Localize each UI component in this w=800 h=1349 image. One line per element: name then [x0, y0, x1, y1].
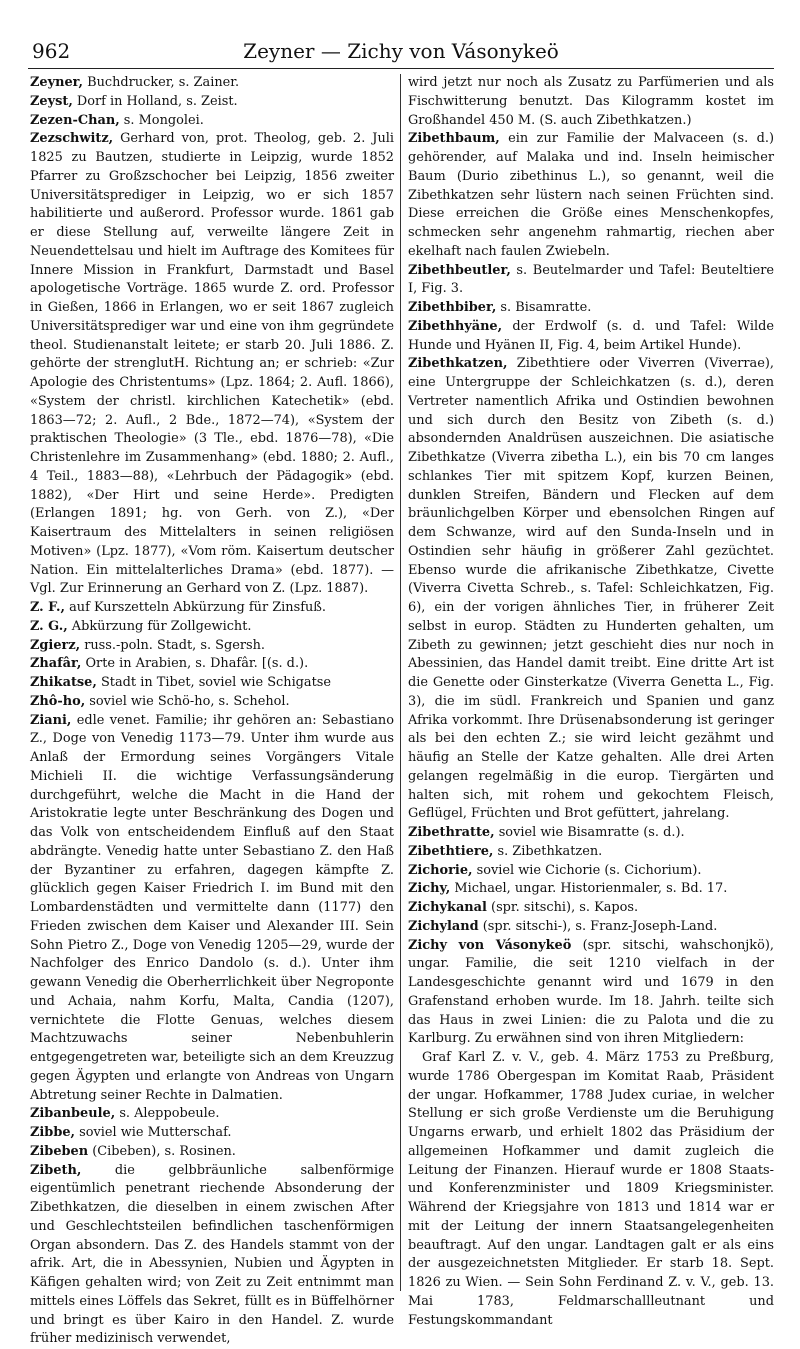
entry-text: Buchdrucker, s. Zainer.: [83, 75, 239, 90]
entry-headword: Z. F.,: [30, 600, 65, 615]
dictionary-entry: [408, 299, 774, 318]
entry-text: edle venet. Familie; ihr gehören an: Sebastiano Z., Doge von Venedig 1173—79. Unter ihm wurde aus Anlaß der Ermordung seines Vorgängers Vitale Michieli II. die wichtige Verfassungsänderung durchgeführt, welche die Macht in die Hand der Aristokratie legte unter Beschränkung des Dogen und das Volk von entscheidendem Einfluß auf den Staat abdrängte. Venedig hatte unter Sebastiano Z. den Haß der Byzantiner zu erfahren, dagegen kämpfte Z. glücklich gegen Kaiser Friedrich I. im Bund mit den Lombardenstädten und vermittelte dann (1177) den Frieden zwischen dem Kaiser und Alexander III. Sein Sohn Pietro Z., Doge von Venedig 1205—29, wurde der Nachfolger des Enrico Dandolo (s. d.). Unter ihm gewann Venedig die Oberherrlichkeit über Negroponte und Achaia, nahm Korfu, Malta, Candia (1207), vernichtete die Flotte Genuas, welches diesem Machtzuwachs seiner Nebenbuhlerin entgegengetreten war, beteiligte sich an dem Kreuzzug gegen Ägypten und erlangte von Andreas von Ungarn Abtretung seiner Rechte in Dalmatien.: [30, 713, 394, 1103]
dictionary-entry: [408, 130, 774, 261]
dictionary-entry: [408, 318, 774, 356]
entry-headword: Zichy von Vásonykeö: [408, 938, 571, 953]
entry-text: Stadt in Tibet, soviel wie Schigatse: [97, 675, 331, 690]
dictionary-entry: [30, 1124, 394, 1143]
dictionary-entry: [30, 693, 394, 712]
dictionary-entry: [30, 1162, 394, 1349]
dictionary-entry: [30, 674, 394, 693]
entry-headword: Zezschwitz,: [30, 131, 113, 146]
dictionary-entry: [30, 74, 394, 93]
entry-headword: Z. G.,: [30, 619, 68, 634]
dictionary-entry: [30, 637, 394, 656]
entry-headword: Zichyland: [408, 919, 479, 934]
entry-text: Graf Karl Z. v. V., geb. 4. März 1753 zu Preßburg, wurde 1786 Obergespan im Komitat Raab, Präsident der ungar. Hofkammer, 1788 Judex curiae, in welcher Stellung er sich große Verdienste um die Beruhigung Ungarns erwarb, und erhielt 1802 das Präsidium der allgemeinen Hofkammer und damit zugleich die Leitung der Finanzen. Hierauf wurde er 1808 Staats- und Konferenzminister und 1809 Kriegsminister. Während der Kriegsjahre von 1813 und 1814 war er mit der Leitung der innern Staatsangelegenheiten beauftragt. Auf den ungar. Landtagen galt er als eins der ausgezeichnetsten Mitglieder. Er starb 18. Sept. 1826 zu Wien. — Sein Sohn Ferdinand Z. v. V., geb. 13. Mai 1783, Feldmarschallleutnant und Festungskommandant: [408, 1050, 774, 1328]
dictionary-entry: [408, 862, 774, 881]
entry-headword: Zibethbaum,: [408, 131, 500, 146]
entry-text: die gelbbräunliche salbenförmige eigentümlich penetrant riechende Absonderung der Zibethkatzen, die dieselben in einem zwischen After und Geschlechtsteilen befindlichen taschenförmigen Organ absondern. Das Z. des Handels stammt von der afrik. Art, die in Abessynien, Nubien und Ägypten in Käfigen gehalten wird; von Zeit zu Zeit entnimmt man mittels eines Löffels das Sekret, füllt es in Büffelhörner und bringt es über Kairo in den Handel. Z. wurde früher medizinisch verwendet,: [30, 1163, 394, 1347]
entry-headword: Zhikatse,: [30, 675, 97, 690]
right-column: [408, 74, 774, 1291]
entry-text: soviel wie Cichorie (s. Cichorium).: [473, 863, 702, 878]
dictionary-entry: [30, 1105, 394, 1124]
dictionary-entry: [408, 824, 774, 843]
entry-headword: Zibeben: [30, 1144, 88, 1159]
text-columns: [30, 74, 774, 1291]
entry-text: s. Aleppobeule.: [115, 1106, 219, 1121]
entry-headword: Zichorie,: [408, 863, 473, 878]
entry-text: (spr. sitschi), s. Kapos.: [487, 900, 638, 915]
running-head: Zeyner — Zichy von Vásonykeö: [28, 38, 774, 64]
column-divider: [400, 74, 401, 1291]
entry-headword: Zibethratte,: [408, 825, 495, 840]
entry-headword: Zibethbeutler,: [408, 263, 511, 278]
dictionary-entry: [30, 93, 394, 112]
entry-text: ein zur Familie der Malvaceen (s. d.) gehörender, auf Malaka und ind. Inseln heimischer Baum (Durio zibethinus L.), so genannt, weil die Zibethkatzen sehr lüstern nach seinen Früchten sind. Diese erreichen die Größe eines Menschenkopfes, schmecken sehr angenehm rahmartig, riechen aber ekelhaft nach faulen Zwiebeln.: [408, 131, 774, 259]
left-column: [30, 74, 394, 1291]
entry-text: russ.-poln. Stadt, s. Sgersh.: [80, 638, 265, 653]
entry-text: (spr. sitschi-), s. Franz-Joseph-Land.: [479, 919, 718, 934]
entry-text: Dorf in Holland, s. Zeist.: [73, 94, 238, 109]
entry-text: s. Bisamratte.: [496, 300, 591, 315]
entry-text: soviel wie Schö-ho, s. Schehol.: [85, 694, 289, 709]
entry-headword: Zibbe,: [30, 1125, 75, 1140]
dictionary-entry: [30, 1143, 394, 1162]
entry-text: Orte in Arabien, s. Dhafâr. [(s. d.).: [81, 656, 308, 671]
dictionary-entry: [30, 618, 394, 637]
dictionary-entry: [408, 262, 774, 300]
dictionary-entry: [30, 599, 394, 618]
entry-headword: Zeyner,: [30, 75, 83, 90]
dictionary-entry: [30, 130, 394, 599]
entry-text: soviel wie Bisamratte (s. d.).: [495, 825, 685, 840]
dictionary-entry: [30, 655, 394, 674]
entry-text: Gerhard von, prot. Theolog, geb. 2. Juli 1825 zu Bautzen, studierte in Leipzig, wurde 1852 Pfarrer zu Großzschocher bei Leipzig, 1856 zweiter Universitätsprediger in Leipzig, wo er sich 1857 habilitierte und außerord. Professor wurde. 1861 gab er diese Stellung auf, verweilte längere Zeit in Neuendettelsau und hielt im Auftrage des Komitees für Innere Mission in Frankfurt, Darmstadt und Basel apologetische Vorträge. 1865 wurde Z. ord. Professor in Gießen, 1866 in Erlangen, wo er seit 1867 zugleich Universitätsprediger war und eine von ihm gegründete theol. Studienanstalt leitete; er starb 20. Juli 1886. Z. gehörte der strenglutH. Richtung an; er schrieb: «Zur Apologie des Christentums» (Lpz. 1864; 2. Aufl. 1866), «System der christl. kirchlichen Katechetik» (ebd. 1863—72; 2. Aufl., 2 Bde., 1872—74), «System der praktischen Theologie» (3 Tle., ebd. 1876—78), «Die Christenlehre im Zusammenhang» (ebd. 1880; 2. Aufl., 4 Teil., 1883—88), «Lehrbuch der Pädagogik» (ebd. 1882), «Der Hirt und seine Herde». Predigten (Erlangen 1891; hg. von Gerh. von Z.), «Der Kaisertraum des Mittelalters in seinen religiösen Motiven» (Lpz. 1877), «Vom röm. Kaisertum deutscher Nation. Ein mittelalterliches Drama» (ebd. 1877). — Vgl. Zur Erinnerung an Gerhard von Z. (Lpz. 1887).: [30, 131, 394, 596]
entry-headword: Ziani,: [30, 713, 71, 728]
entry-text: Abkürzung für Zollgewicht.: [68, 619, 252, 634]
entry-headword: Zgierz,: [30, 638, 80, 653]
entry-text: Zibethtiere oder Viverren (Viverrae), eine Untergruppe der Schleichkatzen (s. d.), deren Vertreter namentlich Afrika und Ostindien bewohnen und sich durch den Besitz von Zibeth (s. d.) absondernden Analdrüsen auszeichnen. Die asiatische Zibethkatze (Viverra zibetha L.), ein bis 70 cm langes schlankes Tier mit spitzem Kopf, kurzen Beinen, dunklen Streifen, Bändern und Flecken auf dem bräunlichgelben Körper und ebensolchen Ringen auf dem Schwanze, wird auf den Sunda-Inseln und in Ostindien sehr häufig in größerer Zahl gezüchtet. Ebenso wurde die afrikanische Zibethkatze, Civette (Viverra Civetta Schreb., s. Tafel: Schleichkatzen, Fig. 6), ein der vorigen ähnliches Tier, in früherer Zeit selbst in europ. Städten zu Hunderten gehalten, um Zibeth zu gewinnen; jetzt geschieht dies nur noch in Abessinien, das Handel damit treibt. Eine dritte Art ist die Genette oder Ginsterkatze (Viverra Genetta L., Fig. 3), die im südl. Frankreich und Spanien und ganz Afrika vorkommt. Ihre Drüsenabsonderung ist geringer als bei den echten Z.; sie wird leicht gezähmt und häufig an Stelle der Katze gehalten. Alle drei Arten gelangen regelmäßig in die europ. Tiergärten und halten sich, mit rohem und gekochtem Fleisch, Geflügel, Früchten und Brot gefüttert, jahrelang.: [408, 356, 774, 821]
entry-headword: Zibethhyäne,: [408, 319, 502, 334]
dictionary-entry: [408, 899, 774, 918]
entry-text: der Erdwolf (s. d. und Tafel: Wilde Hunde und Hyänen II, Fig. 4, beim Artikel Hunde).: [408, 319, 774, 353]
dictionary-entry: [408, 937, 774, 1050]
dictionary-entry: [408, 355, 774, 824]
entry-text: auf Kurszetteln Abkürzung für Zinsfuß.: [65, 600, 326, 615]
page-header: [28, 38, 774, 69]
page-number: 962: [32, 38, 70, 64]
entry-text: wird jetzt nur noch als Zusatz zu Parfümerien und als Fischwitterung benutzt. Das Kilogramm kostet im Großhandel 450 M. (S. auch Zibethkatzen.): [408, 75, 774, 128]
entry-headword: Zibethkatzen,: [408, 356, 507, 371]
entry-headword: Zichykanal: [408, 900, 487, 915]
entry-text: (Cibeben), s. Rosinen.: [88, 1144, 236, 1159]
entry-headword: Zeyst,: [30, 94, 73, 109]
entry-headword: Zhafâr,: [30, 656, 81, 671]
entry-headword: Zichy,: [408, 881, 450, 896]
dictionary-entry: [408, 918, 774, 937]
dictionary-entry: [408, 74, 774, 130]
entry-headword: Zhô-ho,: [30, 694, 85, 709]
dictionary-entry: [30, 112, 394, 131]
entry-text: s. Zibethkatzen.: [493, 844, 602, 859]
entry-headword: Zibethbiber,: [408, 300, 496, 315]
entry-text: (spr. sitschi, wahschonjkö), ungar. Familie, die seit 1210 vielfach in der Landesgeschichte genannt wird und 1679 in den Grafenstand erhoben wurde. Im 18. Jahrh. teilte sich das Haus in zwei Linien: die zu Palota und die zu Karlburg. Zu erwähnen sind von ihren Mitgliedern:: [408, 938, 774, 1047]
dictionary-entry: [30, 712, 394, 1106]
entry-text: soviel wie Mutterschaf.: [75, 1125, 232, 1140]
dictionary-entry: [408, 843, 774, 862]
entry-headword: Zezen-Chan,: [30, 113, 120, 128]
entry-headword: Zibeth,: [30, 1163, 81, 1178]
entry-text: s. Mongolei.: [120, 113, 204, 128]
dictionary-entry: [408, 880, 774, 899]
entry-text: s. Beutelmarder und Tafel: Beuteltiere I, Fig. 3.: [408, 263, 774, 297]
entry-headword: Zibanbeule,: [30, 1106, 115, 1121]
entry-text: Michael, ungar. Historienmaler, s. Bd. 17.: [450, 881, 727, 896]
entry-headword: Zibethtiere,: [408, 844, 493, 859]
dictionary-entry: [408, 1049, 774, 1330]
